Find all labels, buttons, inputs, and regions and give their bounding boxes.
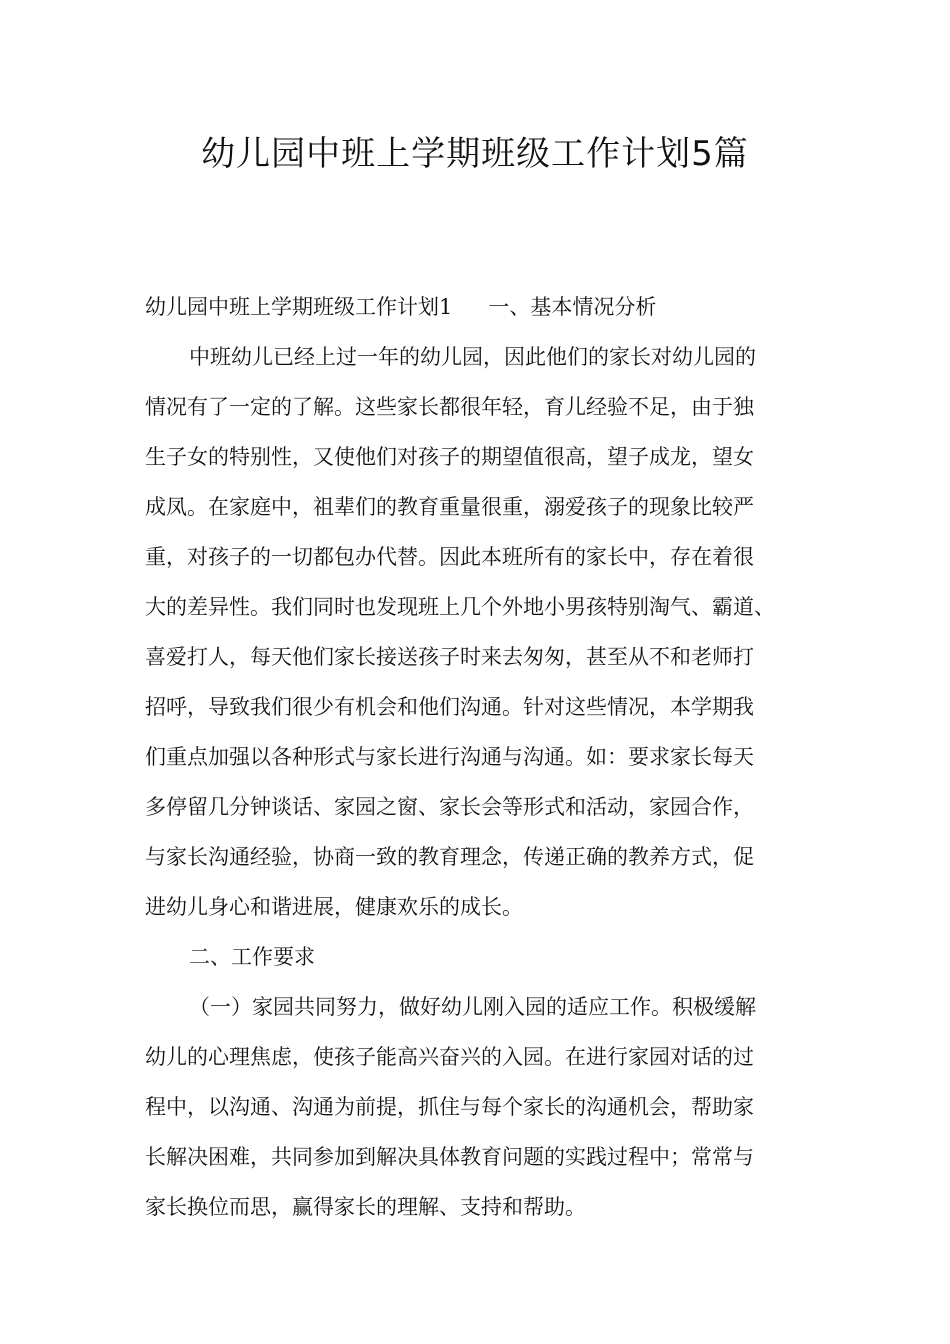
paragraph-line: 重，对孩子的一切都包办代替。因此本班所有的家长中，存在着很: [145, 545, 754, 569]
subsection-heading-2: 二、工作要求: [189, 945, 315, 969]
paragraph-line: 多停留几分钟谈话、家园之窗、家长会等形式和活动，家园合作，: [145, 795, 754, 819]
document-title: 幼儿园中班上学期班级工作计划5篇: [201, 134, 749, 174]
subsection-heading-1: 一、基本情况分析: [488, 295, 657, 319]
paragraph-line: 生子女的特别性，又使他们对孩子的期望值很高，望子成龙，望女: [145, 445, 754, 469]
paragraph-line: 中班幼儿已经上过一年的幼儿园，因此他们的家长对幼儿园的: [189, 345, 756, 369]
paragraph-line: 成凤。在家庭中，祖辈们的教育重量很重，溺爱孩子的现象比较严: [145, 495, 754, 519]
paragraph-line: 进幼儿身心和谐进展，健康欢乐的成长。: [145, 895, 523, 919]
paragraph-1: [145, 332, 815, 932]
paragraph-line: 程中，以沟通、沟通为前提，抓住与每个家长的沟通机会，帮助家: [145, 1095, 754, 1119]
section-heading: 幼儿园中班上学期班级工作计划1: [145, 295, 453, 319]
paragraph-line: 长解决困难，共同参加到解决具体教育问题的实践过程中；常常与: [145, 1145, 754, 1169]
paragraph-line: 们重点加强以各种形式与家长进行沟通与沟通。如：要求家长每天: [145, 745, 754, 769]
section-heading-line: [145, 282, 815, 332]
paragraph-2: [145, 982, 815, 1232]
paragraph-line: 喜爱打人，每天他们家长接送孩子时来去匆匆，甚至从不和老师打: [145, 645, 754, 669]
paragraph-line: 大的差异性。我们同时也发现班上几个外地小男孩特别淘气、霸道、: [145, 595, 775, 619]
paragraph-line: 招呼，导致我们很少有机会和他们沟通。针对这些情况，本学期我: [145, 695, 754, 719]
paragraph-line: 家长换位而思，赢得家长的理解、支持和帮助。: [145, 1195, 586, 1219]
document-body: [145, 282, 815, 1232]
paragraph-line: （一）家园共同努力，做好幼儿刚入园的适应工作。积极缓解: [189, 995, 756, 1019]
paragraph-line: 幼儿的心理焦虑，使孩子能高兴奋兴的入园。在进行家园对话的过: [145, 1045, 754, 1069]
paragraph-line: 与家长沟通经验，协商一致的教育理念，传递正确的教养方式，促: [145, 845, 754, 869]
paragraph-line: 情况有了一定的了解。这些家长都很年轻，育儿经验不足，由于独: [145, 395, 754, 419]
